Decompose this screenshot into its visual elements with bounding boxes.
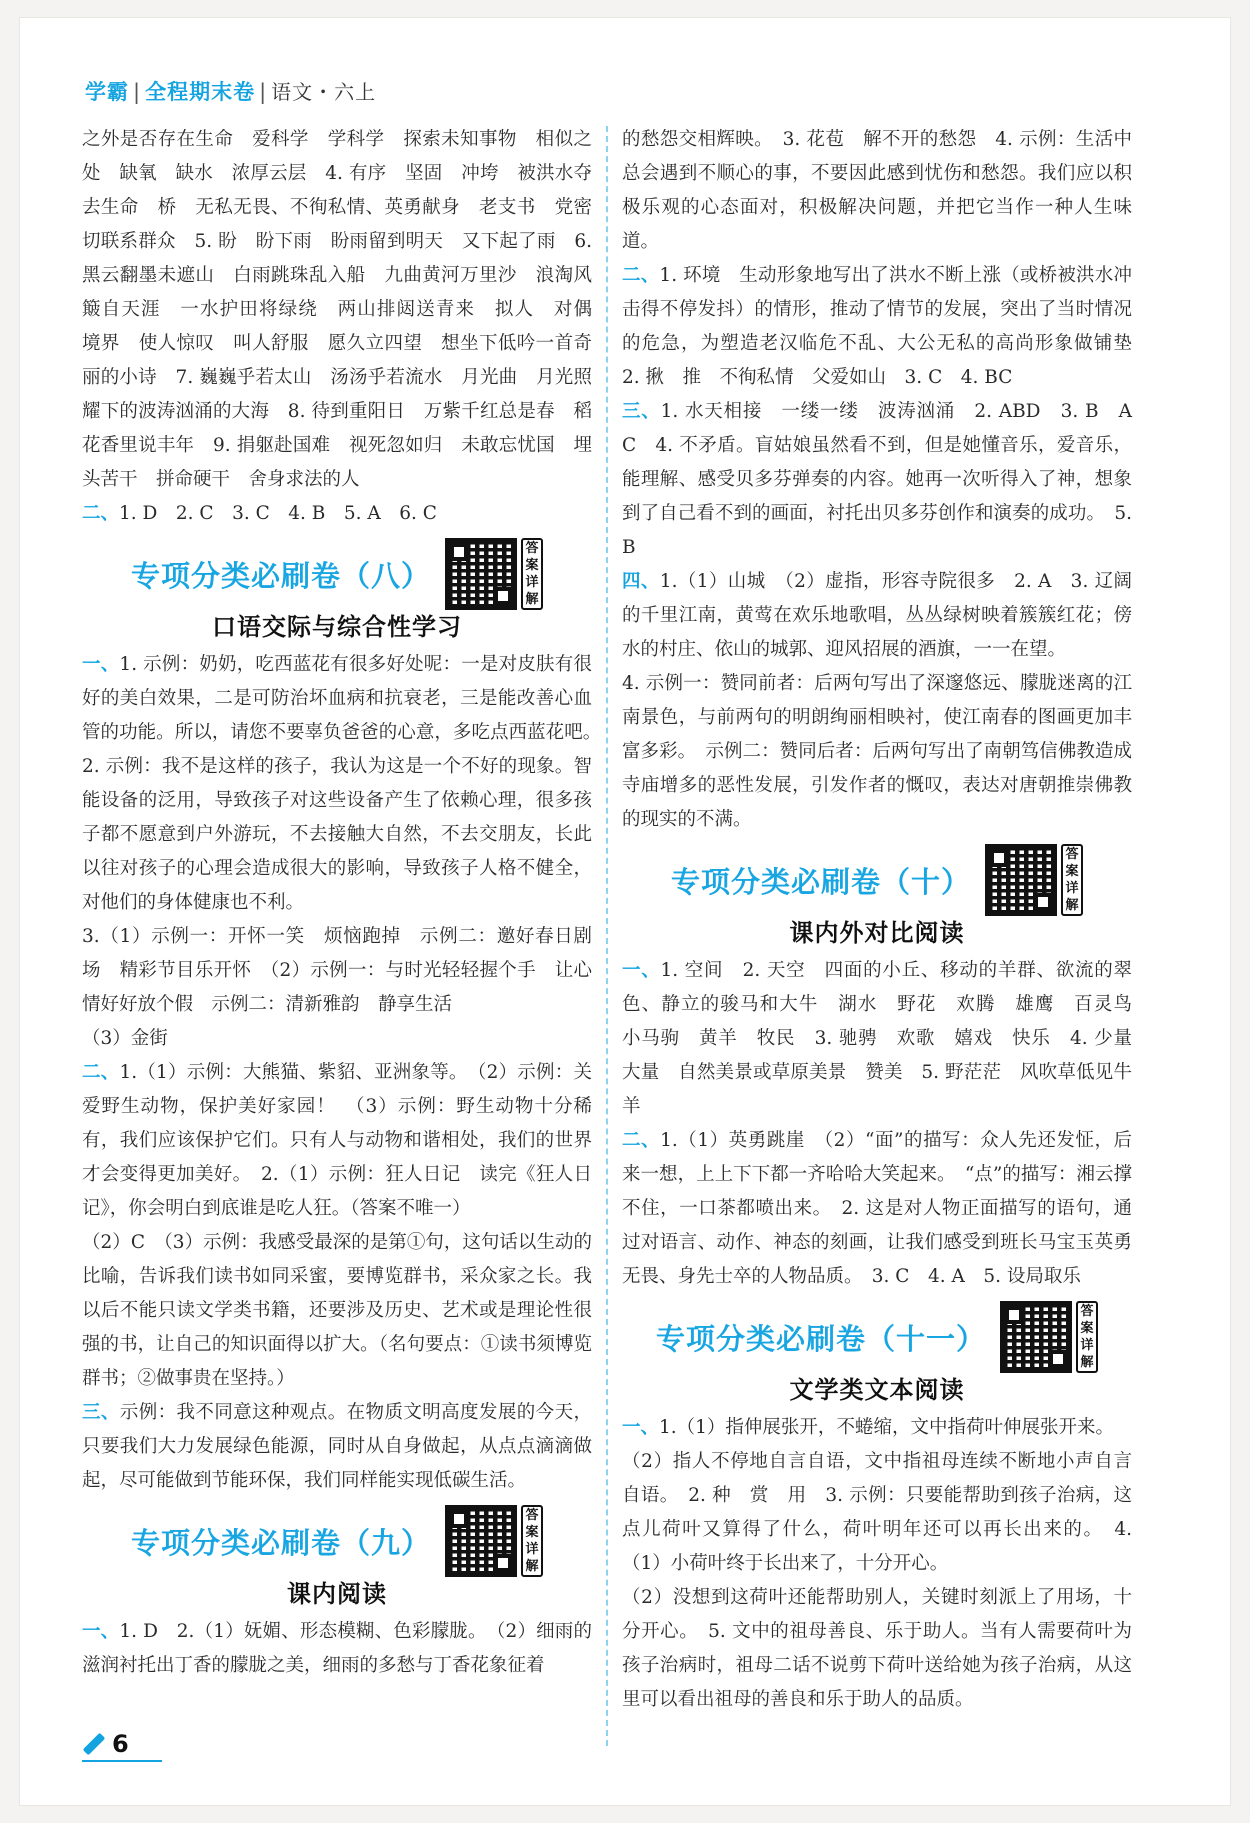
section-header-9 <box>82 1502 592 1580</box>
part-marker: 三、 <box>82 1402 120 1423</box>
answer-paragraph <box>622 1411 1132 1445</box>
answer-paragraph: （2）指人不停地自言自语，文中指祖母连续不断地小声自言自语。 2. 种 赏 用 3. 示例：只要能帮助到孩子治病，这点儿荷叶又算得了什么，荷叶明年还可以再长出来的。 4.（1）小荷叶终于长出来了，十分开心。 <box>622 1451 1132 1574</box>
section-subtitle: 课内阅读 <box>287 1580 387 1608</box>
answer-paragraph <box>622 954 1151 1124</box>
column-divider <box>606 126 608 1746</box>
answer-paragraph: （2）没想到这荷叶还能帮助别人，关键时刻派上了用场，十分开心。 5. 文中的祖母善良、乐于助人。当有人需要荷叶为孩子治病时，祖母二话不说剪下荷叶送给她为孩子治病，从这里可以看出祖母的善良和乐于助人的品质。 <box>622 1587 1132 1710</box>
part-marker: 二、 <box>82 503 120 524</box>
answer-paragraph <box>82 1396 592 1498</box>
answer-paragraph: 的愁怨交相辉映。 3. 花苞 解不开的愁怨 4. 示例：生活中总会遇到不顺心的事，不要因此感到忧伤和愁怨。我们应以积极乐观的心态面对，积极解决问题，并把它当作一种人生味道。 <box>622 129 1132 252</box>
answer-text: 1.（1）示例：大熊猫、紫貂、亚洲象等。 （2）示例：关爱野生动物，保护美好家园！ （3）示例：野生动物十分稀有，我们应该保护它们。只有人与动物和谐相处，我们的世界才会变得更加美好。 2.（1）示例：狂人日记 读完《狂人日记》，你会明白到底谁是吃人狂。（答案不唯一） <box>82 1062 592 1219</box>
answer-paragraph <box>622 565 1132 667</box>
answer-paragraph <box>82 1615 592 1683</box>
part-marker: 三、 <box>622 401 661 422</box>
answer-paragraph: 4. 示例一：赞同前者：后两句写出了深邃悠远、朦胧迷离的江南景色，与前两句的明朗绚丽相映衬，使江南春的图画更加丰富多彩。 示例二：赞同后者：后两句写出了南朝笃信佛教造成寺庙增多的恶性发展，引发作者的慨叹，表达对唐朝推崇佛教的现实的不满。 <box>622 673 1132 830</box>
section-header-8 <box>82 535 592 613</box>
answer-text: 1.（1）指伸展张开，不蜷缩，文中指荷叶伸展张开来。 <box>659 1417 1114 1438</box>
answer-paragraph: 之外是否存在生命 爱科学 学科学 探索未知事物 相似之处 缺氧 缺水 浓厚云层 4. 有序 坚固 冲垮 被洪水夺去生命 桥 无私无畏、不徇私情、英勇献身 老支书 党密切联系群众 5. 盼 盼下雨 盼雨留到明天 又下起了雨 6. 黑云翻墨未遮山 白雨跳珠乱入船 九曲黄河万里沙 浪淘风簸自天涯 一水护田将绿绕 两山排闼送青来 拟人 对偶 境界 使人惊叹 叫人舒服 愿久立四望 想坐下低吟一首奇丽的小诗 7. 巍巍乎若太山 汤汤乎若流水 月光曲 月光照耀下的波涛汹涌的大海 8. 待到重阳日 万紫千红总是春 稻花香里说丰年 9. 捐躯赴国难 视死忽如归 未敢忘忧国 埋头苦干 拼命硬干 舍身求法的人 <box>82 129 611 490</box>
answer-paragraph <box>622 395 1151 565</box>
section-header-10 <box>622 841 1132 919</box>
answer-paragraph: （3）金街 <box>82 1028 168 1049</box>
part-marker: 一、 <box>82 1621 120 1642</box>
answer-text: 1. D 2.（1）妩媚、形态模糊、色彩朦胧。 （2）细雨的滋润衬托出丁香的朦胧之美，细雨的多愁与丁香花象征着 <box>82 1621 592 1676</box>
section-title: 专项分类必刷卷（十一） <box>655 1321 986 1356</box>
answer-text: 示例：我不同意这种观点。在物质文明高度发展的今天，只要我们大力发展绿色能源，同时从自身做起，从点点滴滴做起，尽可能做到节能环保，我们同样能实现低碳生活。 <box>82 1402 592 1491</box>
answer-paragraph <box>82 648 611 920</box>
qr-label: 答 案 详 解 <box>521 1505 543 1577</box>
series-name: 全程期末卷 <box>145 80 256 104</box>
section-title: 专项分类必刷卷（十） <box>670 864 971 899</box>
footer-underline <box>82 1760 162 1762</box>
answer-text: 1. 空间 2. 天空 四面的小丘、移动的羊群、欲流的翠色、静立的骏马和大牛 湖水 野花 欢腾 雄鹰 百灵鸟 小马驹 黄羊 牧民 3. 驰骋 欢歌 嬉戏 快乐 4. 少量 大量 自然美景或草原美景 赞美 5. 野茫茫 风吹草低见牛羊 <box>622 960 1151 1117</box>
left-column <box>82 123 611 1683</box>
section-title: 专项分类必刷卷（九） <box>130 1525 431 1560</box>
qr-label: 答 案 详 解 <box>521 538 543 610</box>
header-separator: | <box>259 80 268 104</box>
answer-text: 1. D 2. C 3. C 4. B 5. A 6. C <box>119 503 437 524</box>
answer-paragraph <box>622 259 1151 395</box>
part-marker: 二、 <box>82 1062 120 1083</box>
answer-paragraph: 3.（1）示例一：开怀一笑 烦恼跑掉 示例二：邀好春日剧场 精彩节目乐开怀 （2）示例一：与时光轻轻握个手 让心情好好放个假 示例二：清新雅韵 静享生活 <box>82 926 592 1015</box>
part-marker: 一、 <box>622 1417 660 1438</box>
section-title: 专项分类必刷卷（八） <box>130 558 431 593</box>
qr-label: 答 案 详 解 <box>1061 844 1083 916</box>
page-footer <box>82 1730 129 1758</box>
page-header <box>85 76 376 106</box>
answer-paragraph <box>82 497 592 531</box>
answer-text: 1. 水天相接 一缕一缕 波涛汹涌 2. ABD 3. B A C 4. 不矛盾。盲姑娘虽然看不到，但是她懂音乐，爱音乐，能理解、感受贝多芬弹奏的内容。她再一次听得入了神，想象到了自己看不到的画面，衬托出贝多芬创作和演奏的成功。 5. B <box>622 401 1151 558</box>
answer-text: 1.（1）山城 （2）虚指，形容寺院很多 2. A 3. 辽阔的千里江南，黄莺在欢乐地歌唱，丛丛绿树映着簇簇红花；傍水的村庄、依山的城郭、迎风招展的酒旗，一一在望。 <box>622 571 1132 660</box>
pencil-icon <box>83 1733 106 1756</box>
section-subtitle: 文学类文本阅读 <box>789 1376 965 1404</box>
header-separator: | <box>133 80 142 104</box>
qr-code-icon <box>445 538 517 610</box>
part-marker: 一、 <box>622 960 661 981</box>
section-subtitle: 口语交际与综合性学习 <box>212 613 462 641</box>
qr-code-icon <box>985 844 1057 916</box>
part-marker: 一、 <box>82 654 120 675</box>
answer-paragraph <box>82 1056 592 1226</box>
section-header-11 <box>622 1298 1132 1376</box>
page-number: 6 <box>112 1730 129 1758</box>
answer-text: 1. 示例：奶奶，吃西蓝花有很多好处呢：一是对皮肤有很好的美白效果，二是可防治坏血病和抗衰老，三是能改善心血管的功能。所以，请您不要辜负爸爸的心意，多吃点西蓝花吧。 2. 示例：我不是这样的孩子，我认为这是一个不好的现象。智能设备的泛用，导致孩子对这些设备产生了依赖心理，很多孩子都不愿意到户外游玩，不去接触大自然，不去交朋友，长此以往对孩子的心理会造成很大的影响，导致孩子人格不健全，对他们的身体健康也不利。 <box>82 654 611 913</box>
answer-text: 1. 环境 生动形象地写出了洪水不断上涨（或桥被洪水冲击得不停发抖）的情形，推动了情节的发展，突出了当时情况的危急，为塑造老汉临危不乱、大公无私的高尚形象做铺垫 2. 揪 推 不徇私情 父爱如山 3. C 4. BC <box>622 265 1151 388</box>
qr-code-icon <box>445 1505 517 1577</box>
answer-text: 1.（1）英勇跳崖 （2）“面”的描写：众人先还发怔，后来一想，上上下下都一齐哈哈大笑起来。 “点”的描写：湘云撑不住，一口茶都喷出来。 2. 这是对人物正面描写的语句，通过对语言、动作、神态的刻画，让我们感受到班长马宝玉英勇无畏、身先士卒的人物品质。 3. C 4. A 5. 设局取乐 <box>622 1130 1132 1287</box>
subject-name: 语文・六上 <box>271 80 377 104</box>
part-marker: 二、 <box>622 265 660 286</box>
right-column <box>622 123 1151 1717</box>
qr-label: 答 案 详 解 <box>1076 1301 1098 1373</box>
part-marker: 二、 <box>622 1130 661 1151</box>
document-page <box>20 18 1230 1805</box>
answer-paragraph: （2）C （3）示例：我感受最深的是第①句，这句话以生动的比喻，告诉我们读书如同采蜜，要博览群书，采众家之长。我以后不能只读文学类书籍，还要涉及历史、艺术或是理论性很强的书，让自己的知识面得以扩大。（名句要点：①读书须博览群书；②做事贵在坚持。） <box>82 1232 592 1389</box>
brand-name: 学霸 <box>85 80 129 104</box>
qr-code-icon <box>1000 1301 1072 1373</box>
part-marker: 四、 <box>622 571 660 592</box>
answer-paragraph <box>622 1124 1132 1294</box>
section-subtitle: 课内外对比阅读 <box>789 919 965 947</box>
